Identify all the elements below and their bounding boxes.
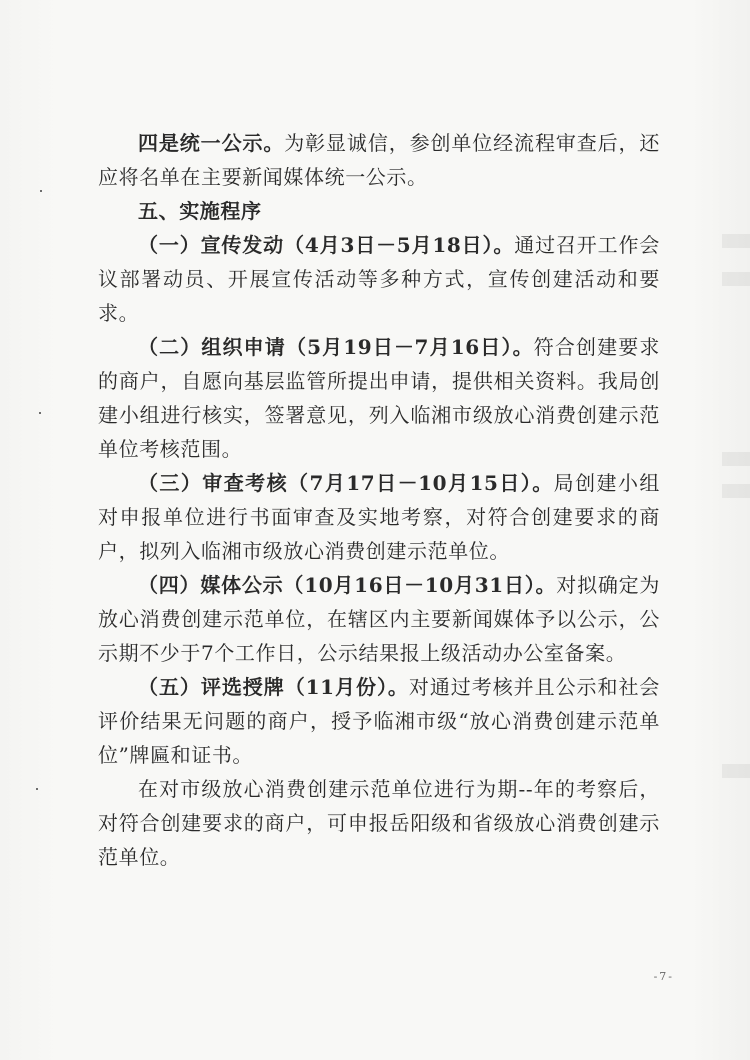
paragraph-text: 对拟确定为放心消费创建示范单位，在辖区内主要新闻媒体予以公示，公示期不少于7个工作日，公示结果报上级活动办公室备案。 [98,573,660,665]
paragraph-step-3 [98,466,660,568]
paragraph-step-4 [98,568,660,670]
paragraph-lead: （一）宣传发动（4月3日－5月18日）。 [138,233,515,257]
scan-shadow [722,234,750,248]
scan-shadow [722,452,750,466]
section-heading: 五、实施程序 [138,199,262,223]
paragraph-lead: 四是统一公示。 [138,131,285,155]
paragraph-text: 局创建小组对申报单位进行书面审查及实地考察，对符合创建要求的商户，拟列入临湘市级放心消费创建示范单位。 [98,471,660,563]
scan-mark [40,190,42,192]
scan-mark [39,412,41,414]
paragraph-text: 在对市级放心消费创建示范单位进行为期--年的考察后，对符合创建要求的商户，可申报岳阳级和省级放心消费创建示范单位。 [98,777,660,869]
paragraph-lead: （五）评选授牌（11月份）。 [138,675,409,699]
paragraph-text: 通过召开工作会议部署动员、开展宣传活动等多种方式，宣传创建活动和要求。 [98,233,660,325]
document-body [98,126,660,874]
paragraph-followup [98,772,660,874]
paragraph-text: 为彰显诚信，参创单位经流程审查后，还应将名单在主要新闻媒体统一公示。 [98,131,660,189]
paragraph-lead: （二）组织申请（5月19日－7月16日）。 [138,335,534,359]
paragraph-step-2 [98,330,660,466]
page-number: -7- [653,970,674,983]
scan-mark [36,788,38,790]
paragraph-text: 符合创建要求的商户，自愿向基层监管所提出申请，提供相关资料。我局创建小组进行核实，签署意见，列入临湘市级放心消费创建示范单位考核范围。 [98,335,660,461]
scan-shadow [722,484,750,498]
paragraph-text: 对通过考核并且公示和社会评价结果无问题的商户，授予临湘市级“放心消费创建示范单位”牌匾和证书。 [98,675,660,767]
paragraph-step-1 [98,228,660,330]
scan-shadow [722,272,750,286]
paragraph-publicity [98,126,660,194]
paragraph-lead: （四）媒体公示（10月16日－10月31日）。 [138,573,557,597]
scan-shadow [722,764,750,778]
paragraph-lead: （三）审查考核（7月17日－10月15日）。 [138,471,554,495]
paragraph-step-5 [98,670,660,772]
